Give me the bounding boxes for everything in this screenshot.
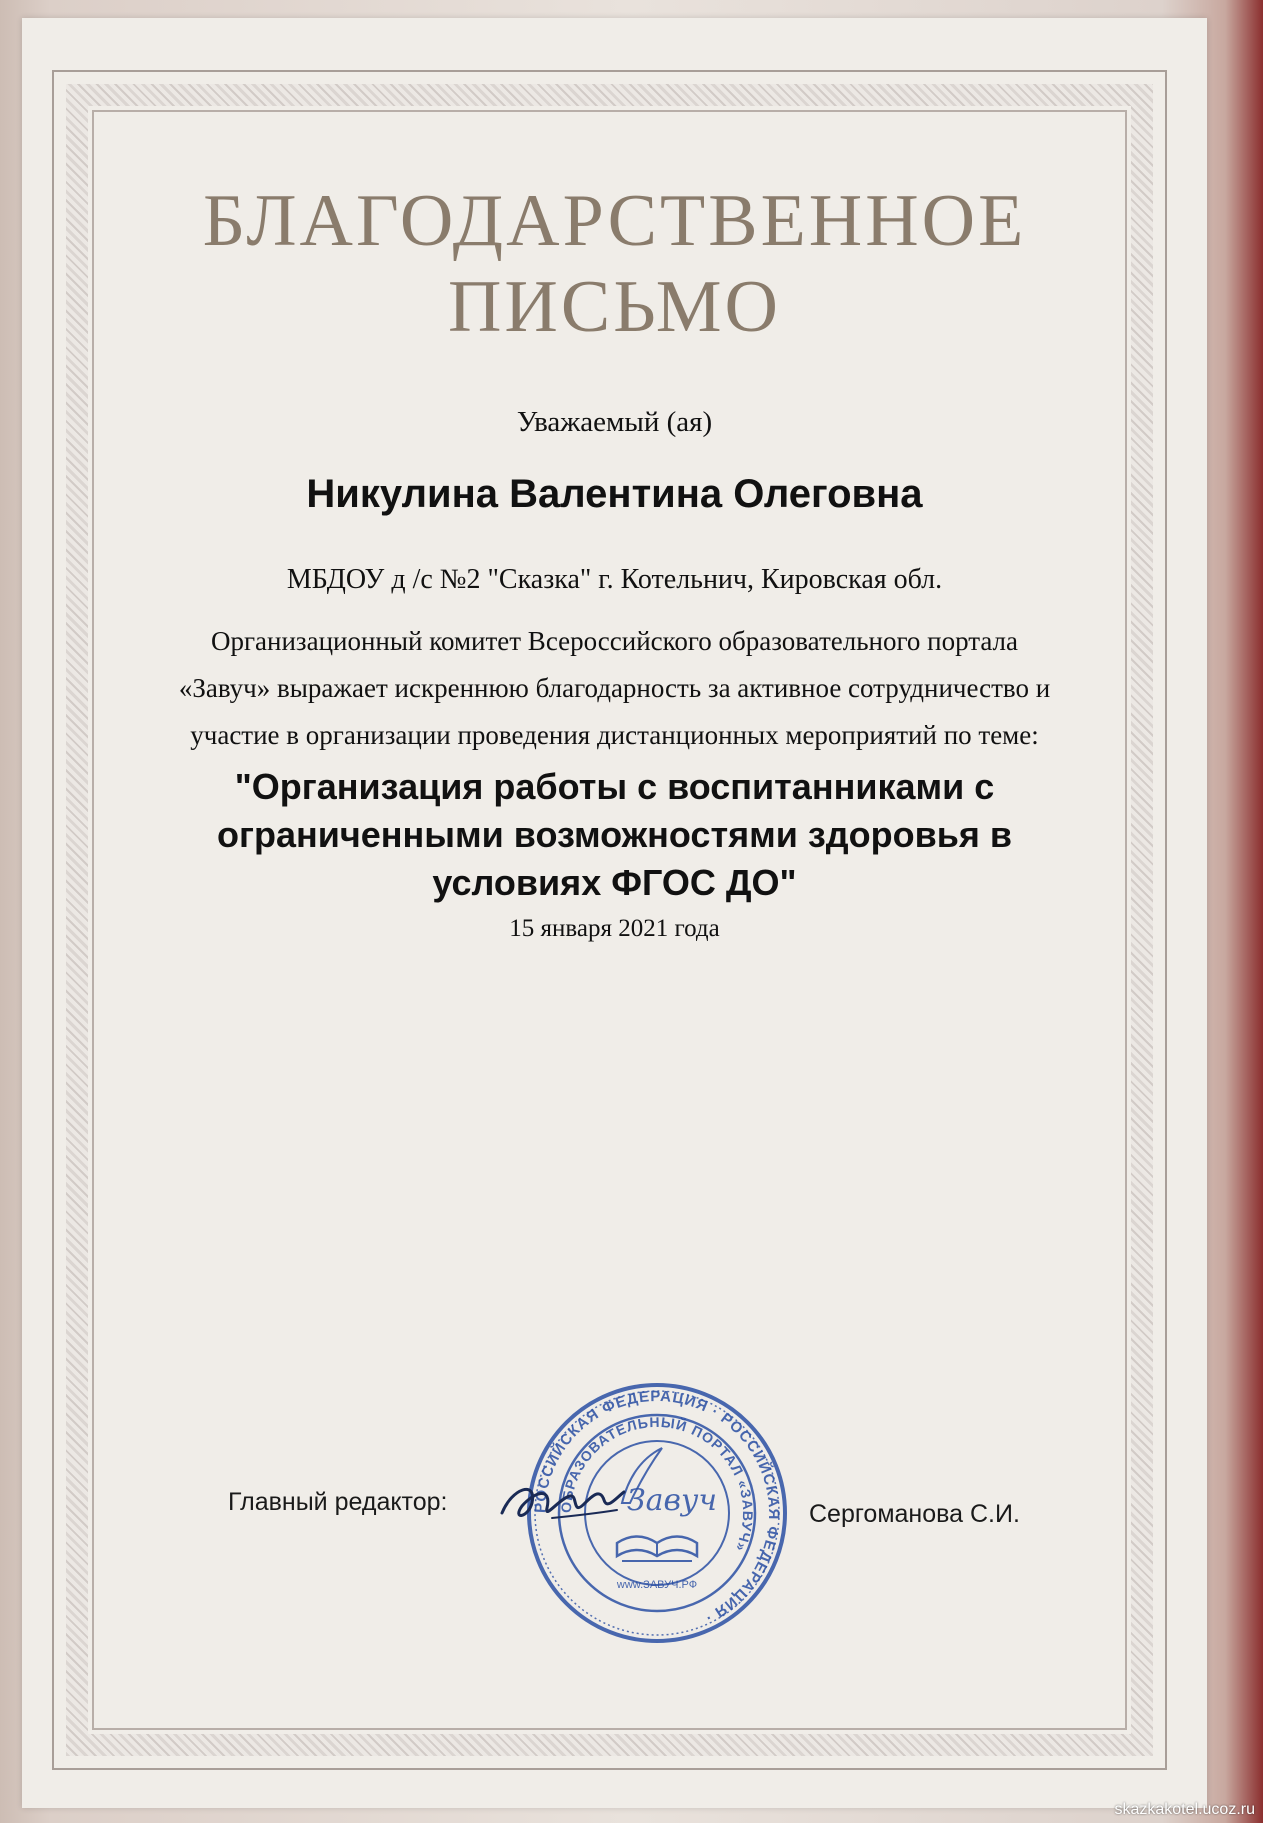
recipient-name: Никулина Валентина Олеговна bbox=[306, 472, 923, 516]
seal-inner-text: ОБРАЗОВАТЕЛЬНЫЙ ПОРТАЛ «ЗАВУЧ» bbox=[557, 1413, 757, 1555]
seal-url-text: www.ЗАВУЧ.РФ bbox=[616, 1579, 698, 1591]
signer-name: Сергоманова С.И. bbox=[809, 1500, 1020, 1528]
salutation: Уважаемый (ая) bbox=[516, 406, 713, 438]
letter-title bbox=[112, 178, 1117, 350]
letter-content bbox=[112, 178, 1117, 945]
certificate-sheet bbox=[22, 18, 1207, 1808]
site-watermark: skazkakotel.ucoz.ru bbox=[1114, 1801, 1255, 1818]
organization: МБДОУ д /с №2 "Сказка" г. Котельнич, Кировская обл. bbox=[286, 564, 943, 595]
signature-row bbox=[112, 1387, 1117, 1678]
signature-label: Главный редактор: bbox=[228, 1488, 448, 1516]
seal-outer-text: РОССИЙСКАЯ ФЕДЕРАЦИЯ · РОССИЙСКАЯ ФЕДЕРАЦИЯ · bbox=[531, 1387, 783, 1627]
title-line-1: БЛАГОДАРСТВЕННОЕ bbox=[202, 180, 1027, 262]
event-topic: "Организация работы с воспитанниками с ограниченными возможностями здоровья в условиях ФГОС ДО" bbox=[217, 766, 1012, 903]
open-book-icon bbox=[617, 1537, 697, 1562]
letter-body: Организационный комитет Всероссийского образовательного портала «Завуч» выражает искреннюю благодарность за активное сотрудничество и участие в организации проведения дистанционных мероприятий по теме: bbox=[178, 626, 1051, 750]
seal-center-text: Завуч bbox=[626, 1483, 718, 1518]
handwritten-signature-icon bbox=[492, 1458, 632, 1538]
letter-date: 15 января 2021 года bbox=[509, 915, 720, 942]
title-line-2: ПИСЬМО bbox=[447, 266, 781, 348]
